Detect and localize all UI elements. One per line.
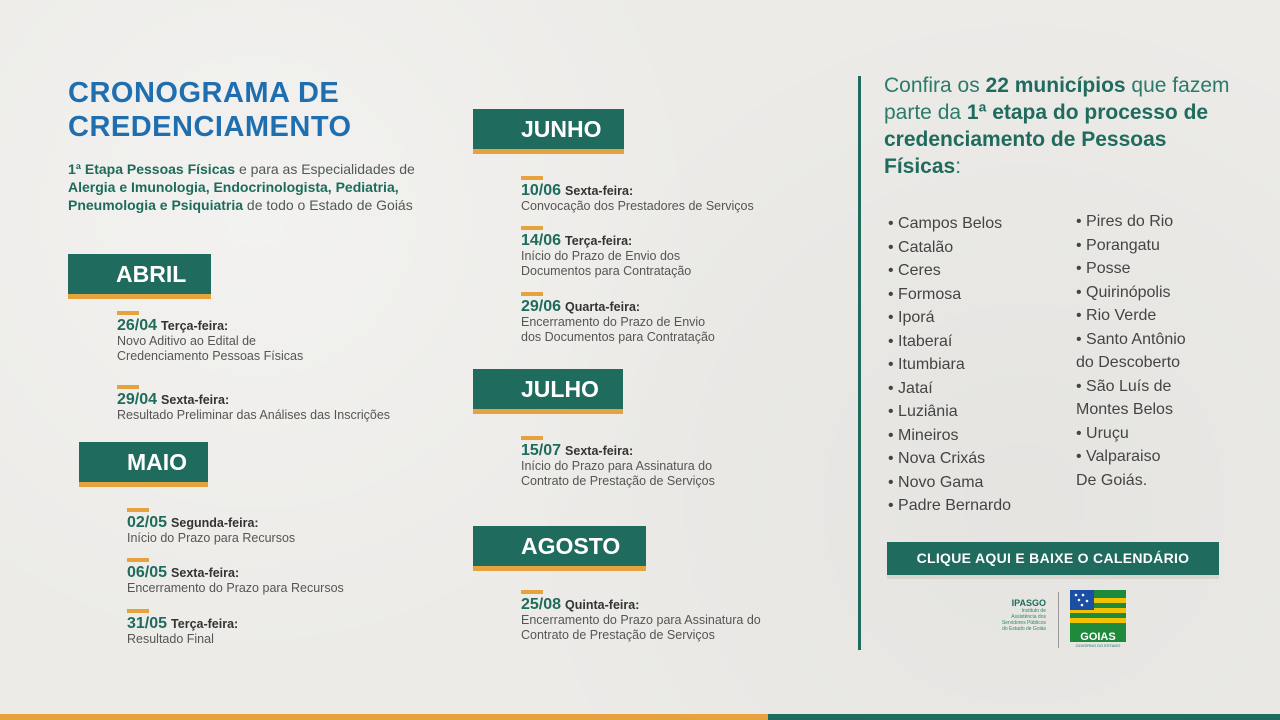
- event-desc: Resultado Final: [127, 632, 214, 646]
- event-weekday: Quinta-feira:: [565, 598, 640, 612]
- event-marker: [117, 385, 139, 389]
- event-date: 25/08: [521, 596, 562, 613]
- event-26-04: [117, 311, 303, 364]
- event-desc: Início do Prazo de Envio dos: [521, 249, 681, 263]
- title-line-2: CREDENCIAMENTO: [68, 111, 352, 143]
- event-desc: Contrato de Prestação de Serviços: [521, 474, 715, 488]
- municipio-item: • Ceres: [888, 262, 941, 279]
- event-desc: Novo Aditivo ao Edital de: [117, 334, 256, 348]
- ipasgo-logo: [980, 598, 1046, 632]
- bottom-bar-accent: [0, 714, 768, 720]
- event-marker: [127, 609, 149, 613]
- municipio-item: do Descoberto: [1076, 354, 1181, 371]
- municipio-item: Montes Belos: [1076, 401, 1173, 418]
- event-date: 31/05: [127, 615, 168, 632]
- municipio-item: • Rio Verde: [1076, 307, 1157, 324]
- event-marker: [521, 226, 543, 230]
- event-desc: Encerramento do Prazo para Assinatura do: [521, 613, 761, 627]
- municipio-item: • Pires do Rio: [1076, 213, 1174, 230]
- event-02-05: [127, 508, 295, 546]
- ipasgo-subtitle: Assistência dos: [1011, 614, 1046, 620]
- event-desc: Resultado Preliminar das Análises das Inscrições: [117, 408, 391, 422]
- event-weekday: Sexta-feira:: [161, 393, 230, 407]
- event-date: 29/04: [117, 391, 158, 408]
- event-desc: dos Documentos para Contratação: [521, 330, 715, 344]
- event-weekday: Segunda-feira:: [171, 516, 259, 530]
- month-maio: MAIO: [79, 442, 208, 482]
- event-25-08: [521, 590, 761, 643]
- municipio-item: • Nova Crixás: [888, 450, 986, 467]
- event-weekday: Sexta-feira:: [565, 444, 634, 458]
- page-title: [68, 76, 352, 144]
- event-weekday: Terça-feira:: [161, 319, 229, 333]
- event-marker: [521, 176, 543, 180]
- municipio-item: • Uruçu: [1076, 424, 1129, 442]
- month-julho: JULHO: [473, 369, 623, 409]
- event-marker: [117, 311, 139, 315]
- logo-separator: [1058, 592, 1059, 648]
- heading-text: :: [955, 155, 962, 178]
- municipios-list-col1: [888, 212, 1011, 518]
- event-weekday: Sexta-feira:: [565, 184, 634, 198]
- event-desc: Início do Prazo para Assinatura do: [521, 459, 713, 473]
- municipio-item: • Quirinópolis: [1076, 283, 1171, 301]
- vertical-divider: [858, 76, 861, 650]
- municipio-item: • Itumbiara: [888, 356, 965, 373]
- intro-text-2: e para as Especialidades de: [235, 161, 415, 177]
- event-29-06: [521, 292, 715, 345]
- event-marker: [521, 436, 543, 440]
- event-15-07: [521, 436, 715, 489]
- event-date: 02/05: [127, 514, 168, 531]
- month-junho: JUNHO: [473, 109, 624, 149]
- month-agosto: AGOSTO: [473, 526, 646, 566]
- event-desc: Início do Prazo para Recursos: [127, 531, 296, 545]
- event-desc: Documentos para Contratação: [521, 264, 692, 278]
- event-date: 15/07: [521, 442, 562, 459]
- goias-wordmark: GOIAS: [1080, 631, 1116, 643]
- municipio-item: • São Luís de: [1076, 377, 1172, 395]
- municipio-item: • Luziânia: [888, 403, 958, 420]
- event-weekday: Sexta-feira:: [171, 566, 240, 580]
- event-29-04: [117, 385, 390, 423]
- municipio-item: • Novo Gama: [888, 473, 984, 491]
- heading-bold: 1ª etapa do processo de credenciamento de Pessoas Físicas: [884, 101, 1209, 178]
- event-marker: [521, 590, 543, 594]
- municipio-item: De Goiás.: [1076, 471, 1148, 489]
- event-marker: [127, 558, 149, 562]
- download-calendar-button[interactable]: CLIQUE AQUI E BAIXE O CALENDÁRIO: [887, 542, 1219, 575]
- municipio-item: • Campos Belos: [888, 215, 1003, 232]
- intro-text: [68, 160, 428, 214]
- heading-text: Confira os: [884, 74, 986, 97]
- municipio-item: • Posse: [1076, 260, 1131, 277]
- event-desc: Credenciamento Pessoas Físicas: [117, 349, 304, 363]
- municipio-item: • Valparaiso: [1076, 448, 1161, 465]
- event-date: 06/05: [127, 564, 168, 581]
- municipio-item: • Catalão: [888, 238, 954, 256]
- ipasgo-subtitle: Servidores Públicos: [1001, 620, 1046, 626]
- goias-subtitle: GOVERNO DO ESTADO: [1075, 643, 1121, 648]
- event-31-05: [127, 609, 238, 647]
- event-desc: Encerramento do Prazo de Envio: [521, 315, 706, 329]
- event-date: 26/04: [117, 317, 158, 334]
- ipasgo-name: IPASGO: [1011, 598, 1046, 608]
- event-date: 10/06: [521, 182, 562, 199]
- municipio-item: • Santo Antônio: [1076, 330, 1186, 348]
- event-desc: Contrato de Prestação de Serviços: [521, 628, 715, 642]
- goias-flag-icon: [1070, 590, 1126, 648]
- intro-text-4: de todo o Estado de Goiás: [243, 197, 413, 213]
- event-weekday: Terça-feira:: [565, 234, 633, 248]
- municipio-item: • Formosa: [888, 285, 962, 303]
- ipasgo-subtitle: Instituto de: [1021, 608, 1046, 614]
- event-14-06: [521, 226, 691, 279]
- event-desc: Convocação dos Prestadores de Serviços: [521, 199, 754, 213]
- event-date: 14/06: [521, 232, 562, 249]
- ipasgo-subtitle: do Estado de Goiás: [1002, 626, 1046, 632]
- bottom-bar-primary: [768, 714, 1280, 720]
- title-line-1: CRONOGRAMA DE: [68, 77, 340, 109]
- event-marker: [127, 508, 149, 512]
- heading-text: que fazem parte da: [884, 74, 1230, 124]
- month-abril: ABRIL: [68, 254, 211, 294]
- event-weekday: Terça-feira:: [171, 617, 239, 631]
- event-06-05: [127, 558, 344, 596]
- intro-bold-1: 1ª Etapa Pessoas Físicas: [68, 161, 236, 177]
- event-marker: [521, 292, 543, 296]
- heading-bold: 22 municípios: [985, 74, 1126, 97]
- event-10-06: [521, 176, 754, 214]
- municipio-item: • Itaberaí: [888, 332, 953, 350]
- event-desc: Encerramento do Prazo para Recursos: [127, 581, 344, 595]
- municipio-item: • Jataí: [888, 379, 933, 397]
- event-date: 29/06: [521, 298, 562, 315]
- event-weekday: Quarta-feira:: [565, 300, 641, 314]
- municipio-item: • Mineiros: [888, 426, 959, 444]
- municipios-list-col2: [1076, 210, 1186, 492]
- municipios-heading: [884, 72, 1244, 180]
- intro-bold-2: Alergia e Imunologia, Endocrinologista, Pediatria, Pneumologia e Psiquiatria: [68, 179, 399, 213]
- municipio-item: • Porangatu: [1076, 236, 1160, 254]
- municipio-item: • Iporá: [888, 309, 935, 326]
- municipio-item: • Padre Bernardo: [888, 497, 1012, 514]
- goias-logo: [1070, 590, 1126, 648]
